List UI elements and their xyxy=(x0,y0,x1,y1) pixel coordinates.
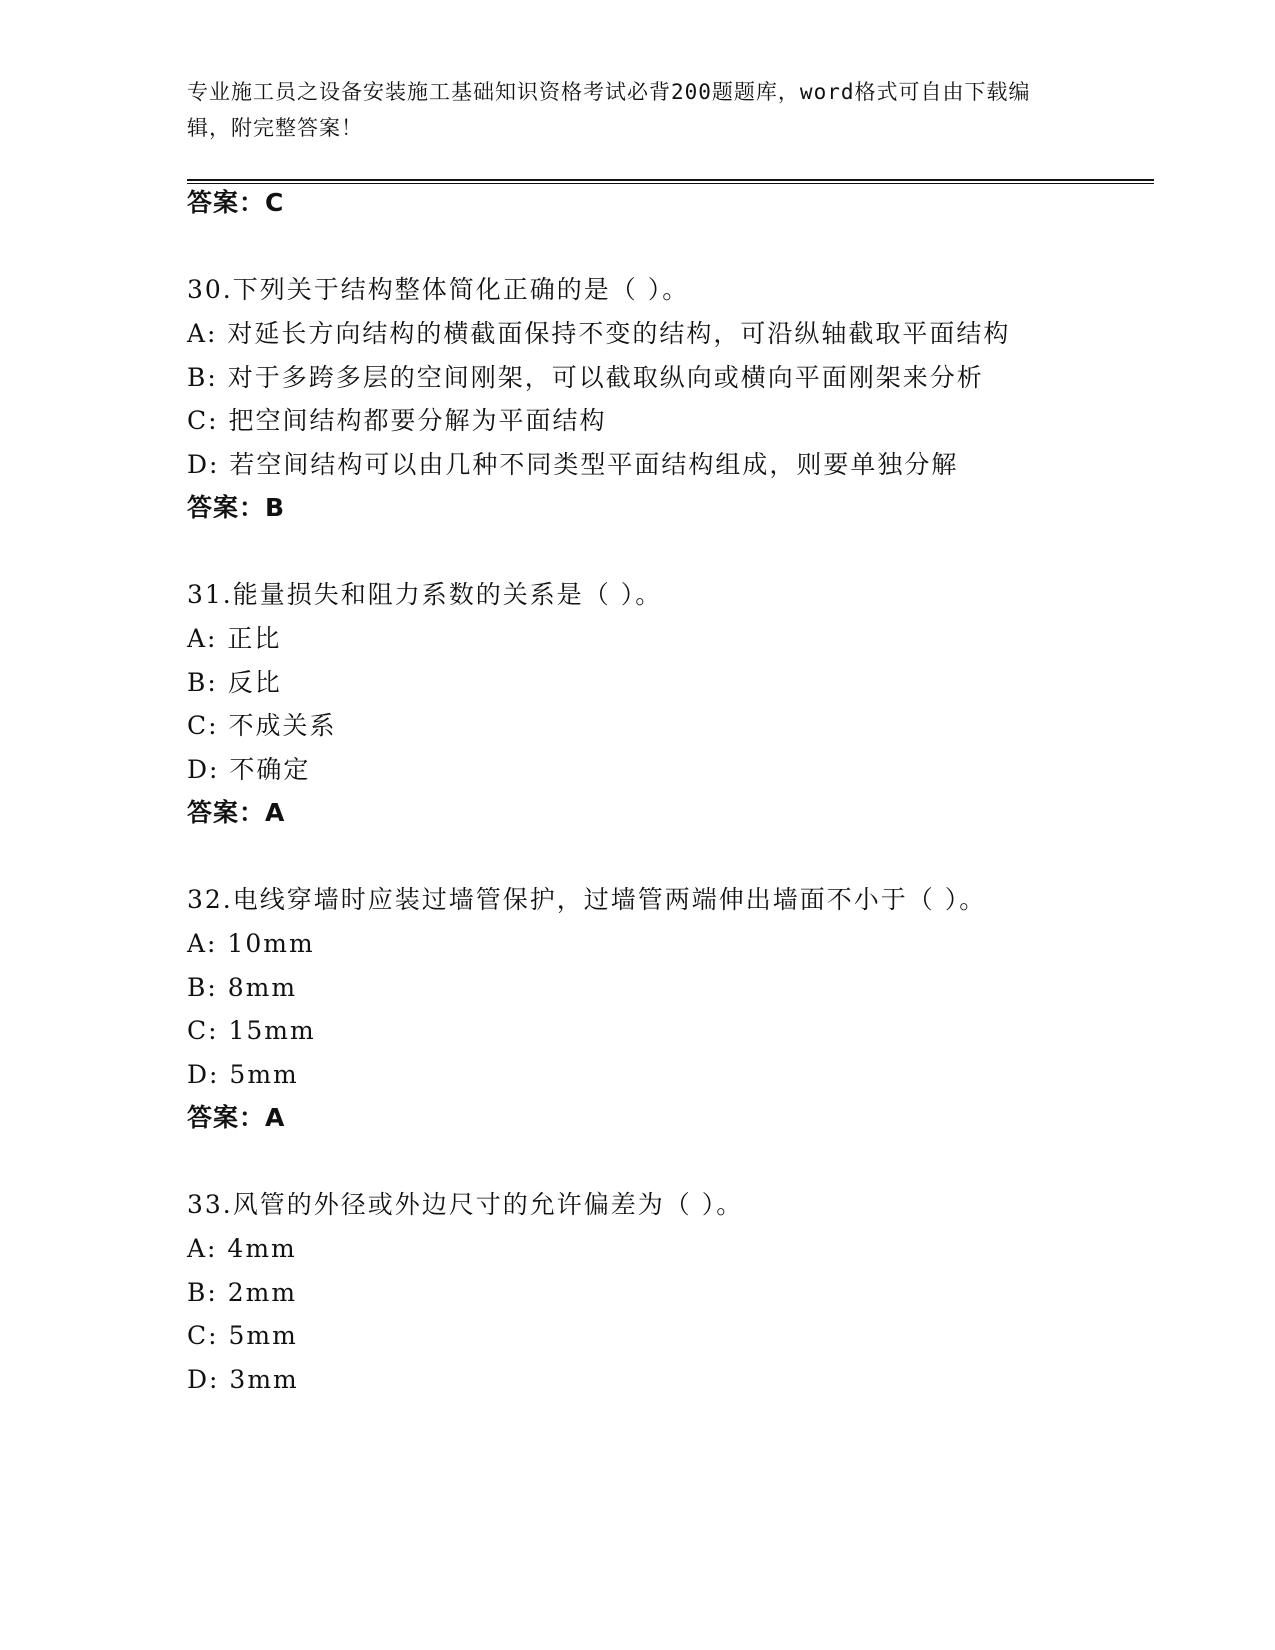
question-31-option-d: D: 不确定 xyxy=(187,755,311,784)
question-32-option-a: A: 10mm xyxy=(187,929,315,958)
question-33-option-d: D: 3mm xyxy=(187,1365,299,1394)
question-30-stem: 30.下列关于结构整体简化正确的是（ ）。 xyxy=(187,275,690,304)
document-title: 专业施工员之设备安装施工基础知识资格考试必背200题题库，word格式可自由下载编辑，附完整答案！ xyxy=(187,80,1031,140)
question-32-option-b: B: 8mm xyxy=(187,973,298,1002)
question-32-stem: 32.电线穿墙时应装过墙管保护，过墙管两端伸出墙面不小于（ ）。 xyxy=(187,885,987,914)
question-32-option-d: D: 5mm xyxy=(187,1060,299,1089)
question-31-answer: 答案：A xyxy=(187,798,286,827)
header-rule-thin xyxy=(187,183,1154,184)
question-31-stem: 31.能量损失和阻力系数的关系是（ ）。 xyxy=(187,580,663,609)
question-33-option-b: B: 2mm xyxy=(187,1278,298,1307)
question-30-option-d: D: 若空间结构可以由几种不同类型平面结构组成，则要单独分解 xyxy=(187,450,959,479)
question-30-answer: 答案：B xyxy=(187,493,286,522)
question-33-option-c: C: 5mm xyxy=(187,1321,298,1350)
question-32-option-c: C: 15mm xyxy=(187,1016,316,1045)
question-30-option-a: A: 对延长方向结构的横截面保持不变的结构，可沿纵轴截取平面结构 xyxy=(187,319,1011,348)
question-33-option-a: A: 4mm xyxy=(187,1234,297,1263)
question-31-option-c: C: 不成关系 xyxy=(187,711,337,740)
header-rule xyxy=(187,179,1154,181)
question-31-option-b: B: 反比 xyxy=(187,668,282,697)
question-31-option-a: A: 正比 xyxy=(187,624,282,653)
question-32-answer: 答案：A xyxy=(187,1103,286,1132)
question-30-option-c: C: 把空间结构都要分解为平面结构 xyxy=(187,406,607,435)
question-30-option-b: B: 对于多跨多层的空间刚架，可以截取纵向或横向平面刚架来分析 xyxy=(187,363,984,392)
answer-prev: 答案：C xyxy=(187,188,285,217)
question-33-stem: 33.风管的外径或外边尺寸的允许偏差为（ ）。 xyxy=(187,1190,744,1219)
